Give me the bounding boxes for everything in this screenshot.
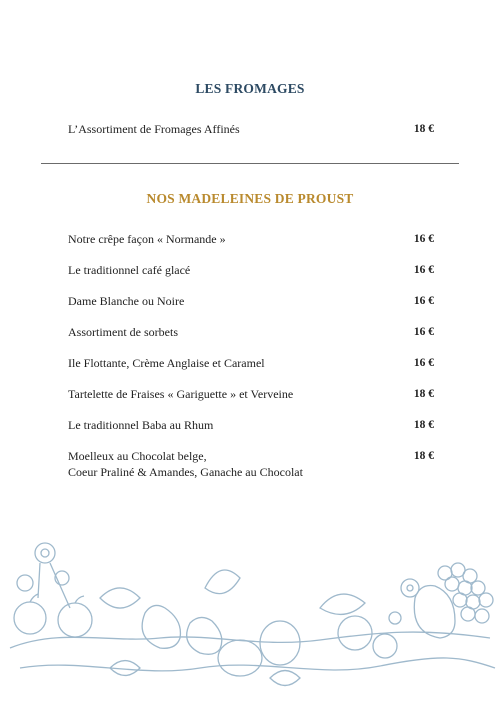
menu-item	[68, 231, 434, 247]
menu-item	[68, 324, 434, 340]
menu-item	[68, 121, 434, 137]
menu-item	[68, 293, 434, 309]
item-name-line2: Coeur Praliné & Amandes, Ganache au Chocolat	[68, 465, 303, 479]
fruit-illustration-border-icon	[0, 528, 500, 708]
item-price: 18 €	[413, 419, 434, 431]
heading-madeleines: NOS MADELEINES DE PROUST	[146, 191, 354, 206]
item-price: 18 €	[413, 450, 434, 462]
item-name: Assortiment de sorbets	[68, 325, 178, 339]
item-price: 18 €	[413, 123, 434, 135]
menu-item	[68, 262, 434, 278]
item-price: 16 €	[413, 295, 434, 307]
item-price: 16 €	[413, 326, 434, 338]
item-price: 16 €	[413, 357, 434, 369]
item-name: L’Assortiment de Fromages Affinés	[68, 122, 240, 136]
item-price: 16 €	[413, 233, 434, 245]
menu-item	[68, 417, 434, 433]
item-name: Dame Blanche ou Noire	[68, 294, 185, 308]
menu-item	[68, 355, 434, 371]
item-name: Ile Flottante, Crème Anglaise et Caramel	[68, 356, 265, 370]
item-name: Le traditionnel Baba au Rhum	[68, 418, 214, 432]
item-price: 16 €	[413, 264, 434, 276]
item-name: Notre crêpe façon « Normande »	[68, 232, 226, 246]
item-price: 18 €	[413, 388, 434, 400]
menu-item	[68, 386, 434, 402]
heading-fromages: LES FROMAGES	[195, 81, 305, 96]
item-name: Moelleux au Chocolat belge,	[68, 449, 207, 463]
section-divider	[41, 163, 459, 164]
item-name: Le traditionnel café glacé	[68, 263, 191, 277]
menu-item	[68, 448, 434, 480]
item-name: Tartelette de Fraises « Gariguette » et Verveine	[68, 387, 294, 401]
